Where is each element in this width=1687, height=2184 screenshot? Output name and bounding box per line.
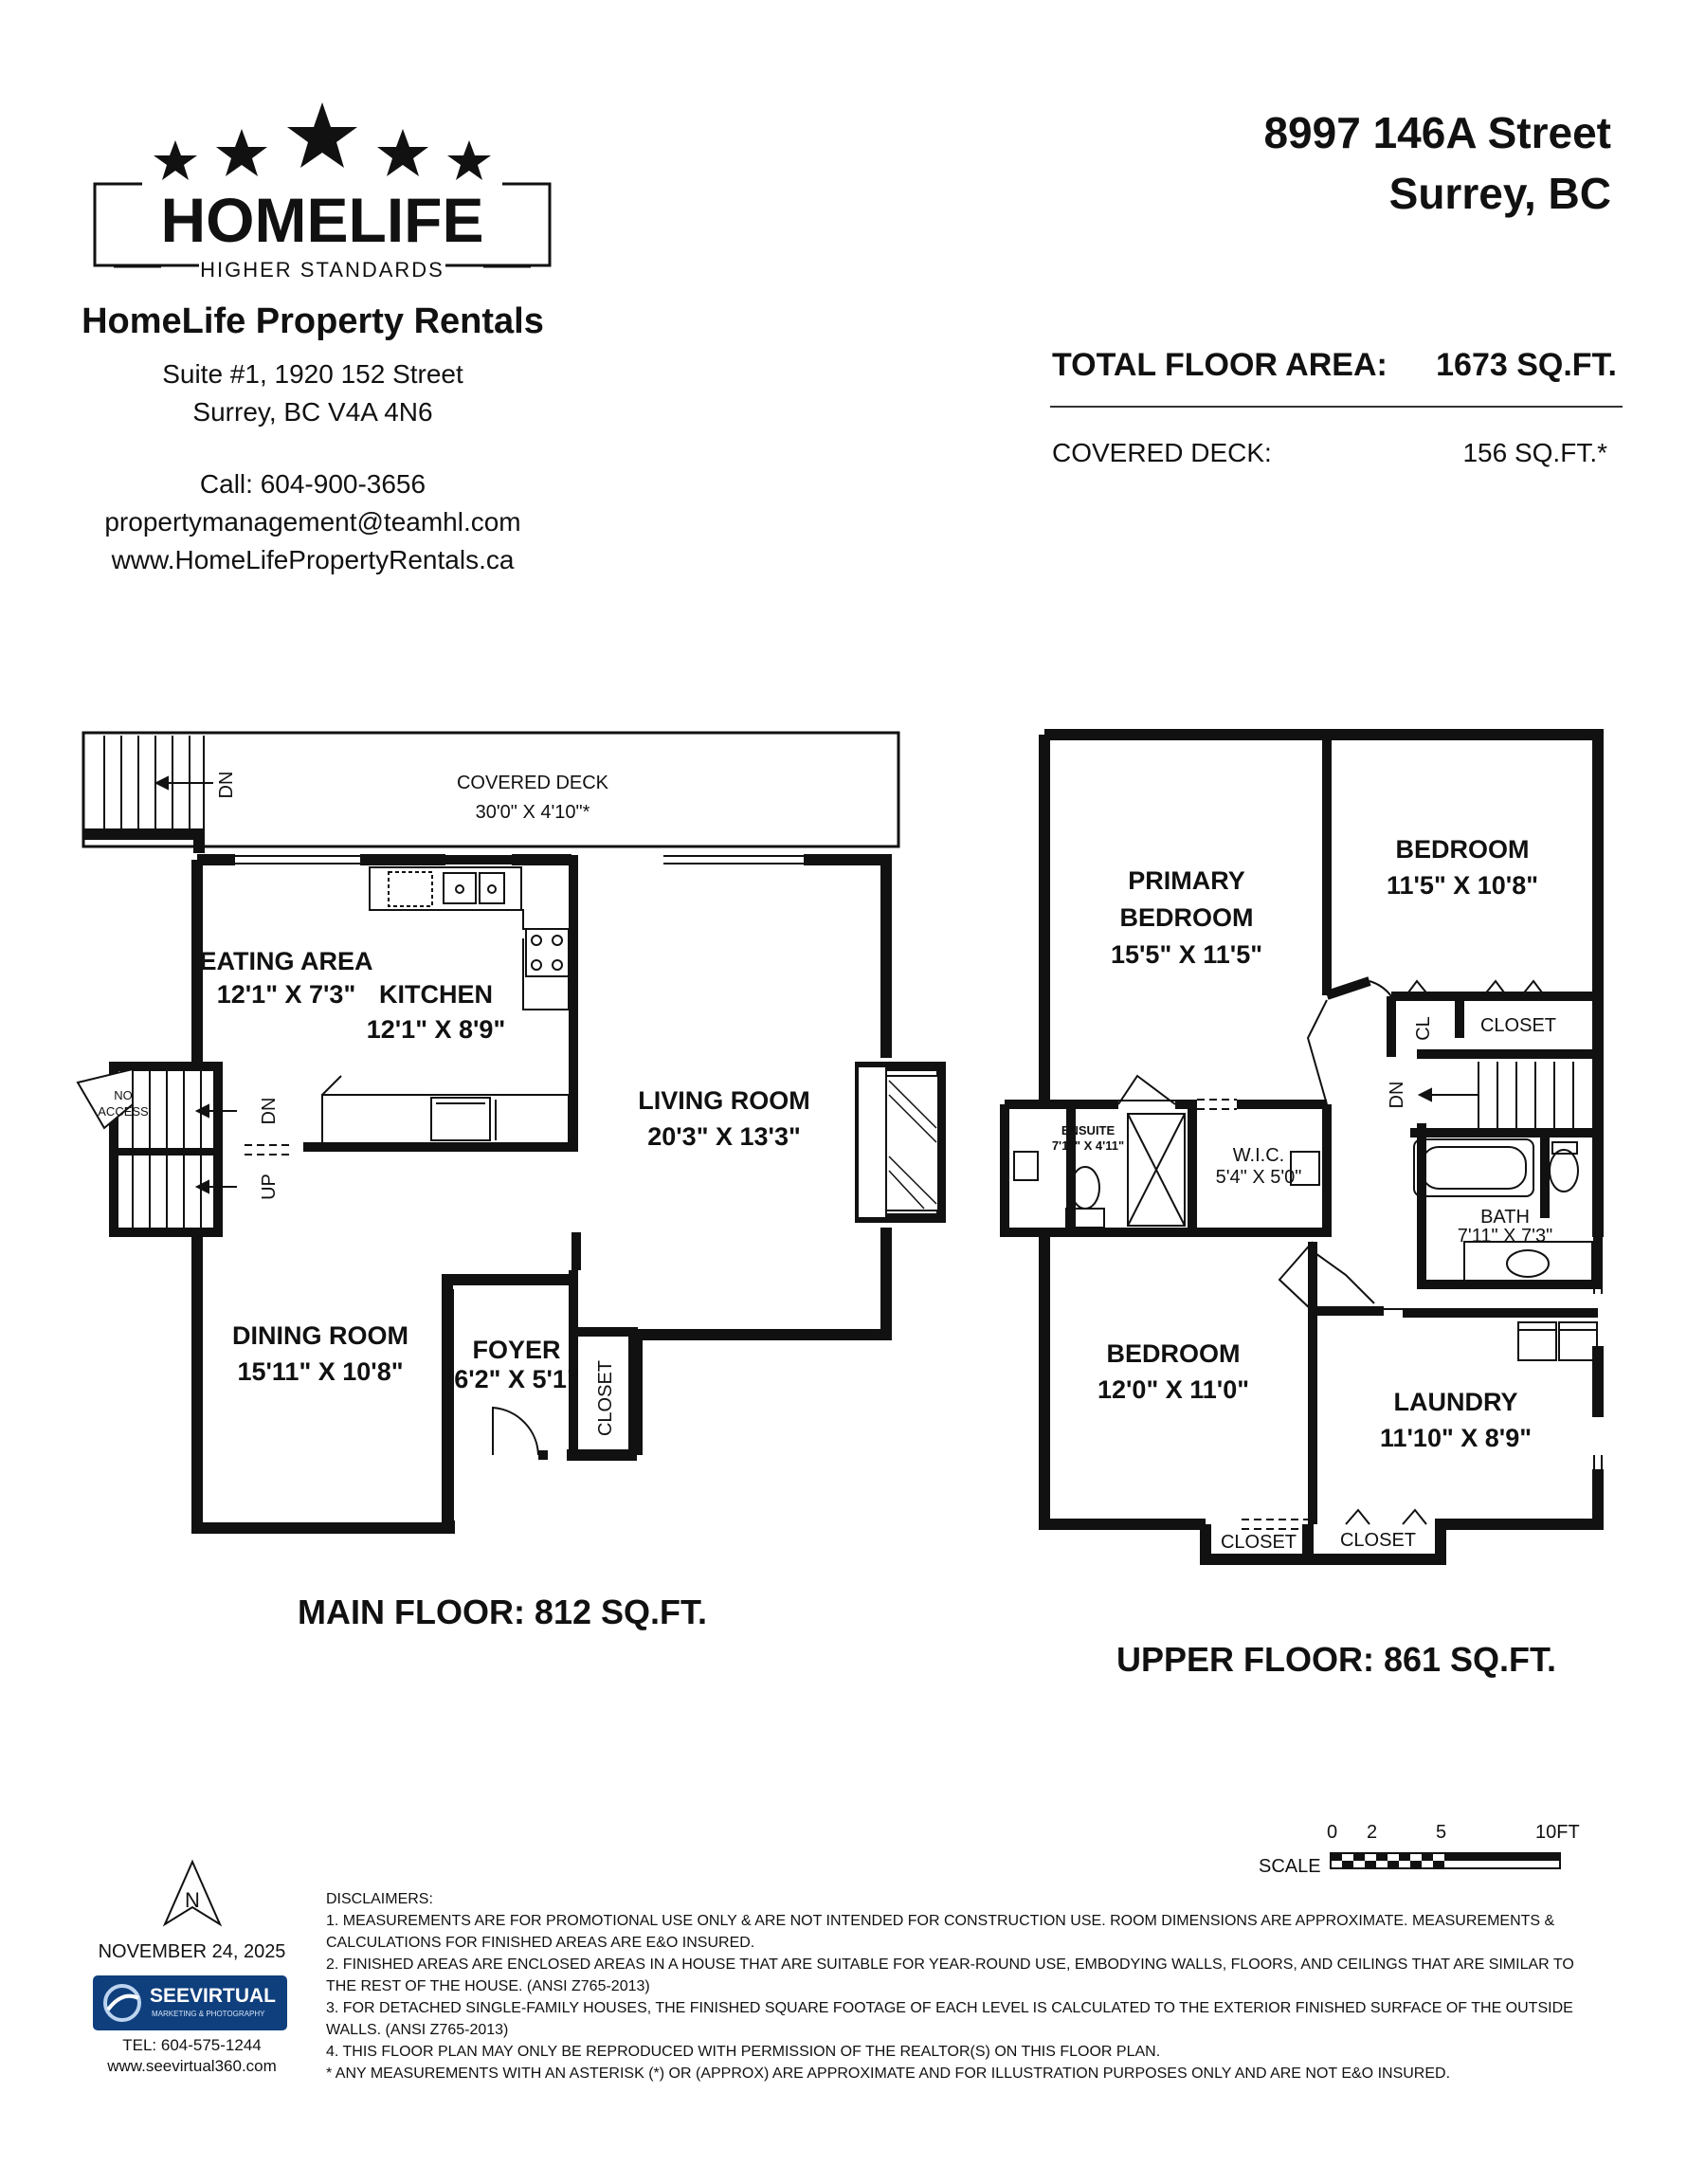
bedroom-2-dim: 11'5" X 10'8" xyxy=(1386,871,1539,900)
wic-name: W.I.C. xyxy=(1232,1145,1285,1166)
upper-floor-plan xyxy=(986,725,1649,1588)
seevirtual-tagline: MARKETING & PHOTOGRAPHY xyxy=(152,2010,265,2018)
area-divider xyxy=(1050,406,1623,408)
north-arrow-icon xyxy=(159,1858,226,1934)
scale-label: SCALE xyxy=(1259,1856,1321,1877)
foyer-closet-label: CLOSET xyxy=(595,1359,616,1437)
scale-bar-graphic xyxy=(1330,1852,1562,1871)
main-stairs-up-label: UP xyxy=(259,1174,280,1200)
star-icon xyxy=(447,140,491,180)
property-street: 8997 146A Street xyxy=(1263,108,1611,157)
star-icon xyxy=(154,140,197,180)
disclaimer-title: DISCLAIMERS: xyxy=(326,1891,433,1907)
agency-address-line2: Surrey, BC V4A 4N6 xyxy=(192,397,433,427)
property-address xyxy=(1043,102,1611,224)
cl-label: CL xyxy=(1413,1016,1434,1041)
eating-area-dim: 12'1" X 7'3" xyxy=(216,980,356,1009)
primary-bedroom-name-2: BEDROOM xyxy=(1119,903,1254,932)
foyer-dim: 6'2" X 5'1" xyxy=(454,1365,579,1393)
disclaimer-item: 4. THIS FLOOR PLAN MAY ONLY BE REPRODUCED WITH PERMISSION OF THE REALTOR(S) ON THIS FLOOR PLAN. xyxy=(326,2044,1161,2060)
total-floor-area-value: 1673 SQ.FT. xyxy=(1436,347,1617,383)
scale-tick-0: 0 xyxy=(1327,1822,1338,1843)
disclaimer-item: 3. FOR DETACHED SINGLE-FAMILY HOUSES, THE FINISHED SQUARE FOOTAGE OF EACH LEVEL IS CALCULATED TO THE EXTERIOR FINISHED SURFACE OF THE OUTSIDE WALLS. (ANSI Z765-2013) xyxy=(326,2000,1573,2038)
agency-address-line1: Suite #1, 1920 152 Street xyxy=(162,359,463,389)
main-floor-title: MAIN FLOOR: 812 SQ.FT. xyxy=(297,1592,708,1631)
foyer-door-icon xyxy=(493,1408,538,1455)
laundry-dim: 11'10" X 8'9" xyxy=(1379,1424,1533,1452)
kitchen-name: KITCHEN xyxy=(379,980,493,1009)
logo-tagline: HIGHER STANDARDS xyxy=(200,258,444,282)
bedroom-3-dim: 12'0" X 11'0" xyxy=(1097,1375,1250,1404)
logo-wordmark: HOMELIFE xyxy=(160,185,484,255)
agency-website: www.HomeLifePropertyRentals.ca xyxy=(111,545,515,574)
eating-area-name: EATING AREA xyxy=(199,947,373,975)
upper-floor-title: UPPER FLOOR: 861 SQ.FT. xyxy=(1116,1640,1557,1679)
north-label: N xyxy=(185,1888,200,1912)
disclaimer-item: * ANY MEASUREMENTS WITH AN ASTERISK (*) OR (APPROX) ARE APPROXIMATE AND FOR ILLUSTRATION PURPOSES ONLY AND ARE NOT E&O INSURED. xyxy=(326,2066,1451,2082)
agency-phone: Call: 604-900-3656 xyxy=(199,469,426,499)
agency-email: propertymanagement@teamhl.com xyxy=(104,507,521,537)
scale-bar xyxy=(1251,1822,1580,1888)
scale-tick-5: 5 xyxy=(1436,1822,1447,1843)
main-floor-plan xyxy=(0,701,1005,1592)
disclaimer-item: 2. FINISHED AREAS ARE ENCLOSED AREAS IN A HOUSE THAT ARE SUITABLE FOR YEAR-ROUND USE, EMBODYING WALLS, FLOORS, AND CEILINGS THAT ARE SIMILAR TO THE REST OF THE HOUSE. (ANSI Z765-2013) xyxy=(326,1956,1574,1994)
star-icon xyxy=(287,102,357,168)
stars-logo-graphic xyxy=(85,95,559,284)
vendor-website: www.seevirtual360.com xyxy=(107,2057,277,2075)
star-icon xyxy=(377,129,428,176)
primary-bedroom-dim: 15'5" X 11'5" xyxy=(1110,940,1263,969)
no-access-label-2: ACCESS xyxy=(98,1104,149,1119)
bedroom-3-name: BEDROOM xyxy=(1106,1339,1241,1368)
laundry-name: LAUNDRY xyxy=(1393,1388,1518,1416)
homelife-logo xyxy=(85,95,559,289)
ensuite-name: ENSUITE xyxy=(1061,1123,1116,1138)
plan-date: NOVEMBER 24, 2025 xyxy=(98,1941,286,1962)
deck-stairs xyxy=(104,736,213,830)
main-stairs xyxy=(112,1066,289,1232)
agency-info xyxy=(57,301,569,579)
scale-tick-2: 2 xyxy=(1367,1822,1378,1843)
bedroom-2-closet-label: CLOSET xyxy=(1479,1015,1557,1036)
star-icon xyxy=(216,129,267,176)
seevirtual-wordmark: SEEVIRTUAL xyxy=(150,1985,277,2007)
agency-name: HomeLife Property Rentals xyxy=(82,301,544,341)
bath-dim: 7'11" X 7'3" xyxy=(1457,1226,1553,1247)
dining-room-name: DINING ROOM xyxy=(232,1321,408,1350)
total-floor-area-label: TOTAL FLOOR AREA: xyxy=(1052,347,1388,383)
covered-deck-dim: 30'0" X 4'10"* xyxy=(475,802,590,823)
no-access-label-1: NO xyxy=(114,1088,133,1102)
seevirtual-logo xyxy=(93,1975,287,2030)
disclaimer-item: 1. MEASUREMENTS ARE FOR PROMOTIONAL USE ONLY & ARE NOT INTENDED FOR CONSTRUCTION USE. ROOM DIMENSIONS ARE APPROXIMATE. MEASUREMENTS & CALCULATIONS FOR FINISHED AREAS ARE E&O INSURED. xyxy=(326,1913,1555,1951)
living-room-dim: 20'3" X 13'3" xyxy=(647,1122,801,1151)
living-room-name: LIVING ROOM xyxy=(638,1086,810,1115)
upper-stairs xyxy=(1420,1062,1573,1128)
bedroom-2-name: BEDROOM xyxy=(1395,835,1530,864)
wic-dim: 5'4" X 5'0" xyxy=(1215,1167,1302,1188)
laundry-closet-label: CLOSET xyxy=(1339,1530,1417,1551)
covered-deck-name: COVERED DECK xyxy=(456,773,609,793)
vendor-phone: TEL: 604-575-1244 xyxy=(122,2036,262,2054)
property-city: Surrey, BC xyxy=(1388,169,1611,218)
scale-tick-10ft: 10FT xyxy=(1535,1822,1580,1843)
covered-deck-label: COVERED DECK: xyxy=(1052,438,1272,467)
primary-bedroom-name-1: PRIMARY xyxy=(1128,866,1245,895)
dining-room-dim: 15'11" X 10'8" xyxy=(237,1357,404,1386)
fireplace xyxy=(858,1066,941,1218)
foyer-name: FOYER xyxy=(472,1336,561,1364)
covered-deck-value: 156 SQ.FT.* xyxy=(1462,438,1607,467)
main-stairs-dn-label: DN xyxy=(259,1097,280,1125)
kitchen-dim: 12'1" X 8'9" xyxy=(366,1015,506,1044)
deck-stairs-dn-label: DN xyxy=(216,771,237,799)
upper-stairs-dn-label: DN xyxy=(1387,1081,1407,1109)
bath-name: BATH xyxy=(1480,1207,1530,1228)
bedroom-3-closet-label: CLOSET xyxy=(1220,1532,1297,1553)
ensuite-dim: 7'11" X 4'11" xyxy=(1051,1138,1125,1153)
disclaimers xyxy=(326,1888,1596,2084)
seevirtual-swirl-icon xyxy=(100,1981,144,2025)
